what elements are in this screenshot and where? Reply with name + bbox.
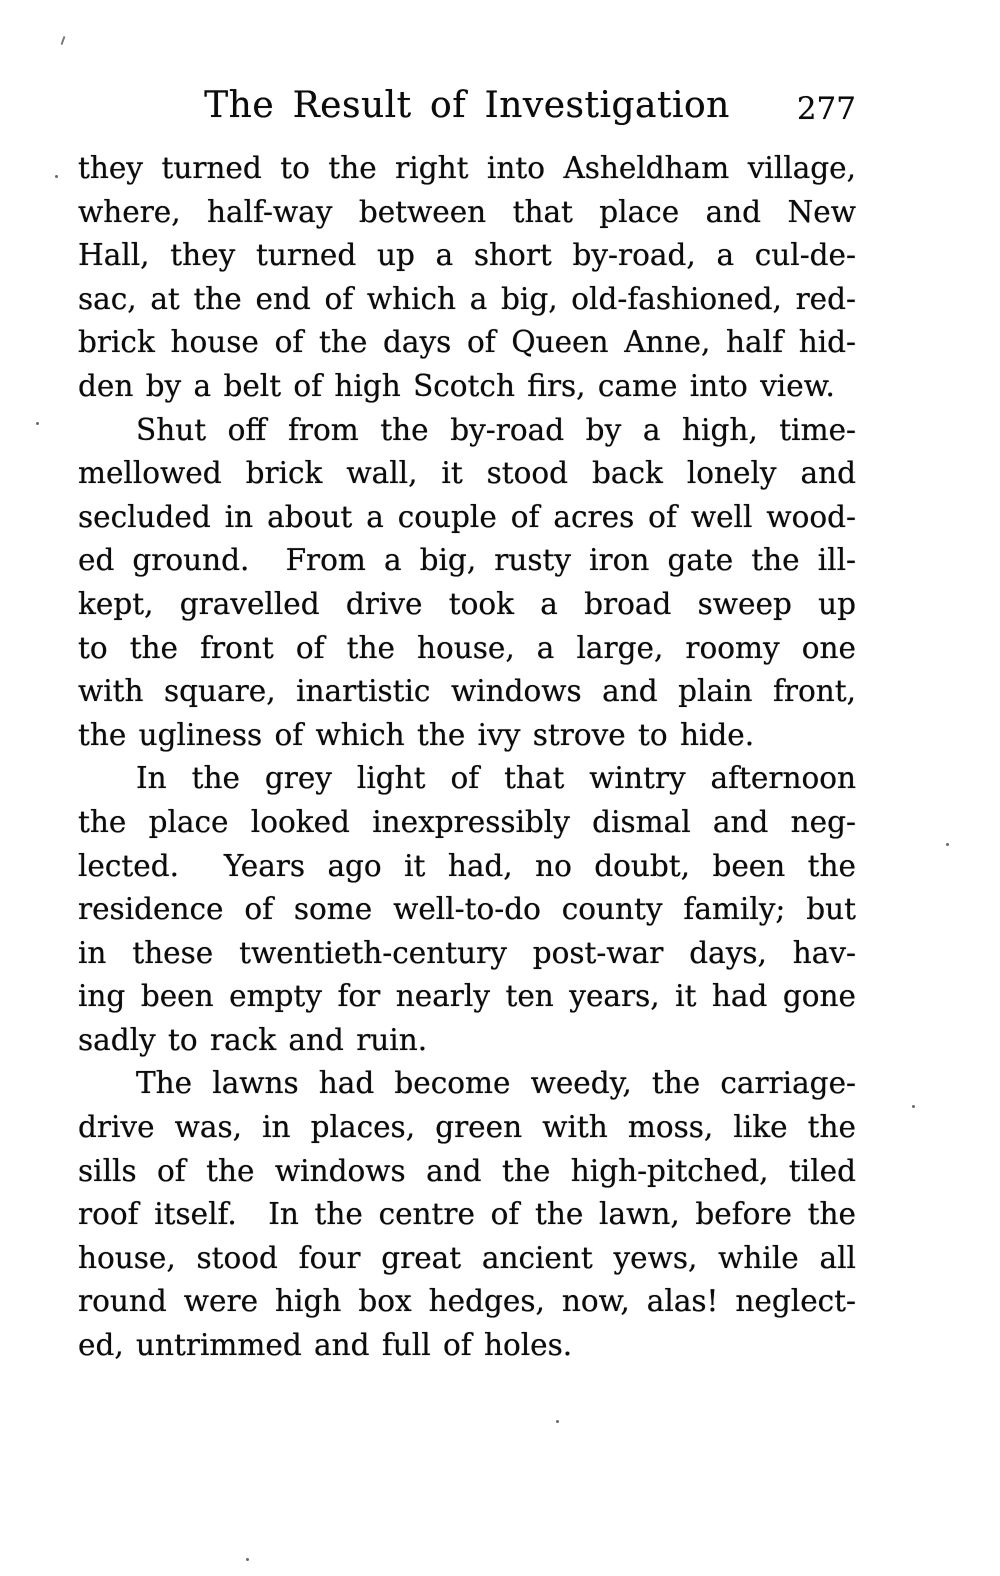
text-line: Shut off from the by-road by a high, time- (136, 412, 856, 447)
scan-speck (61, 36, 66, 45)
page-number: 277 (796, 91, 856, 127)
text-line: in these twentieth-century post-war days, hav- (78, 935, 856, 970)
text-line: the ugliness of which the ivy strove to hide. (78, 717, 755, 752)
text-line: brick house of the days of Queen Anne, half hid- (78, 325, 856, 360)
text-line: ed ground. From a big, rusty iron gate the ill- (78, 543, 856, 578)
text-line: sills of the windows and the high-pitched, tiled (78, 1153, 856, 1188)
text-line: Hall, they turned up a short by-road, a cul-de- (78, 238, 856, 273)
text-line: The lawns had become weedy, the carriage- (136, 1066, 856, 1101)
text-line: secluded in about a couple of acres of well wood- (78, 499, 856, 534)
scan-speck (55, 175, 58, 178)
scan-speck (556, 1420, 559, 1423)
text-line: mellowed brick wall, it stood back lonely and (78, 456, 856, 491)
text-line: round were high box hedges, now, alas! neglect- (78, 1284, 856, 1319)
text-line: they turned to the right into Asheldham village, (78, 151, 856, 185)
text-line: kept, gravelled drive took a broad sweep up (78, 586, 856, 621)
page-header (78, 82, 856, 134)
scan-speck (36, 422, 39, 425)
scan-speck (946, 843, 949, 846)
text-line: roof itself. In the centre of the lawn, before the (78, 1197, 856, 1232)
page-body (78, 147, 856, 1368)
running-title: The Result of Investigation (204, 85, 730, 126)
text-line: the place looked inexpressibly dismal and neg- (78, 804, 856, 839)
text-line: sac, at the end of which a big, old-fashioned, red- (78, 281, 856, 316)
text-line: drive was, in places, green with moss, like the (78, 1110, 856, 1145)
text-line: house, stood four great ancient yews, while all (78, 1240, 856, 1275)
text-line: In the grey light of that wintry afternoon (136, 761, 856, 796)
scan-speck (246, 1558, 249, 1561)
text-line: residence of some well-to-do county family; but (78, 892, 856, 927)
scan-speck (912, 1105, 915, 1108)
text-line: to the front of the house, a large, roomy one (78, 630, 856, 665)
text-line: with square, inartistic windows and plain front, (78, 674, 856, 709)
text-line: den by a belt of high Scotch firs, came into view. (78, 368, 835, 403)
text-line: sadly to rack and ruin. (78, 1022, 428, 1057)
text-line: ed, untrimmed and full of holes. (78, 1328, 573, 1363)
text-line: where, half-way between that place and New (78, 194, 856, 229)
text-line: ing been empty for nearly ten years, it had gone (78, 979, 856, 1014)
text-line: lected. Years ago it had, no doubt, been the (78, 848, 856, 883)
